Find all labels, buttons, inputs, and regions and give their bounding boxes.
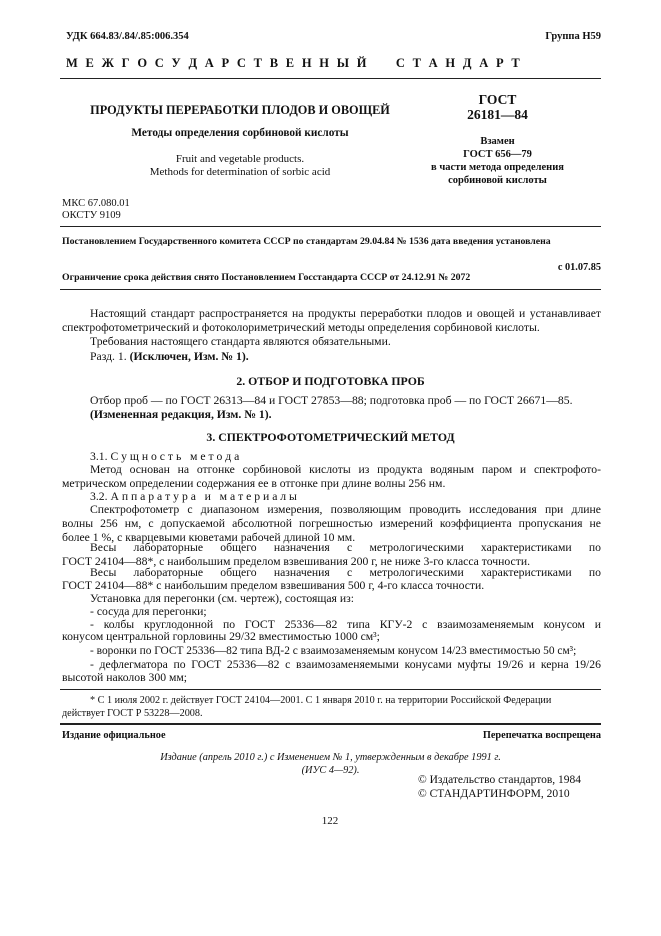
replace-line-2: ГОСТ 656—79 bbox=[463, 149, 532, 160]
p39-line-b: высотой наколов 300 мм; bbox=[62, 671, 188, 684]
intro-p2: Требования настоящего стандарта являются обязательными. bbox=[90, 335, 391, 348]
p37-line-a: - колбы круглодонной по ГОСТ 25336—82 типа КГУ-2 с взаимозаменяемым конусом и bbox=[90, 618, 601, 631]
p32-line-b: волны 256 нм, с допускаемой абсолютной погрешностью измерений коэффициента пропускания не bbox=[62, 517, 601, 530]
section-1-ref: Разд. 1. bbox=[90, 350, 127, 363]
udk-code: УДК 664.83/.84/.85:006.354 bbox=[66, 31, 189, 42]
group-code: Группа Н59 bbox=[545, 31, 601, 42]
section-2-heading: 2. ОТБОР И ПОДГОТОВКА ПРОБ bbox=[236, 374, 425, 388]
p34-line-a: Весы лабораторные общего назначения с метрологическими характеристиками по bbox=[90, 566, 601, 579]
header-divider bbox=[60, 78, 601, 79]
intro-p1a: Настоящий стандарт распространяется на продукты переработки плодов и овощей и устанавливает bbox=[90, 307, 601, 320]
subtitle-ru: Методы определения сорбиновой кислоты bbox=[131, 127, 349, 139]
decree-line-3: Ограничение срока действия снято Постановлением Госстандарта СССР от 24.12.91 № 2072 bbox=[62, 272, 471, 283]
p31-line-a: Метод основан на отгонке сорбиновой кислоты из продукта водяным паром и спектрофото- bbox=[90, 463, 601, 476]
subtitle-en: Methods for determination of sorbic acid bbox=[149, 166, 331, 178]
intro-p3 bbox=[90, 350, 249, 365]
edition-info-1: Издание (апрель 2010 г.) с Изменением № 1, утвержденным в декабре 1991 г. bbox=[160, 752, 501, 763]
p39-line-a: - дефлегматора по ГОСТ 25336—82 с взаимозаменяемыми конусами муфты 19/26 и керна 19/26 bbox=[90, 658, 601, 671]
edition-info-2: (ИУС 4—92). bbox=[301, 765, 360, 776]
replace-line-3: в части метода определения bbox=[431, 162, 564, 173]
replace-line-4: сорбиновой кислоты bbox=[448, 175, 547, 186]
title-ru: ПРОДУКТЫ ПЕРЕРАБОТКИ ПЛОДОВ И ОВОЩЕЙ bbox=[90, 103, 390, 117]
intro-p1b: спектрофотометрический и фотоколориметрический методы определения сорбиновой кислоты. bbox=[62, 321, 540, 334]
reprint-prohibited: Перепечатка воспрещена bbox=[482, 730, 601, 741]
footnote-line-2: действует ГОСТ Р 53228—2008. bbox=[62, 708, 203, 719]
footnote-divider bbox=[60, 689, 601, 690]
section-1-excluded: (Исключен, Изм. № 1). bbox=[129, 350, 249, 363]
replace-line-1: Взамен bbox=[480, 136, 515, 147]
decree-divider bbox=[60, 289, 601, 290]
p35: Установка для перегонки (см. чертеж), состоящая из: bbox=[90, 592, 354, 605]
official-edition: Издание официальное bbox=[62, 730, 166, 741]
subsection-3-2-title: 3.2. А п п а р а т у р а и м а т е р и а л ы bbox=[90, 490, 297, 503]
p32-line-a: Спектрофотометр с диапазоном измерения, позволяющим проводить исследования при длине bbox=[90, 503, 601, 516]
footnote-line-1: * С 1 июля 2002 г. действует ГОСТ 24104—2001. С 1 января 2010 г. на территории Российской Федерации bbox=[90, 695, 552, 706]
p31-line-b: метрическом определении содержания ее в отгонке при длине волны 256 нм. bbox=[62, 477, 446, 490]
p38: - воронки по ГОСТ 25336—82 типа ВД-2 с взаимозаменяемым конусом 14/23 вместимостью 50 см³; bbox=[90, 645, 577, 657]
section-3-heading: 3. СПЕКТРОФОТОМЕТРИЧЕСКИЙ МЕТОД bbox=[206, 430, 455, 444]
decree-date: с 01.07.85 bbox=[557, 262, 601, 273]
gost-number: 26181—84 bbox=[467, 107, 528, 122]
p36: - сосуда для перегонки; bbox=[90, 605, 207, 618]
p32-line-c: более 1 %, с кварцевыми кюветами рабочей длиной 10 мм. bbox=[62, 531, 356, 544]
gost-label: ГОСТ bbox=[478, 92, 517, 107]
codes-divider bbox=[60, 226, 601, 227]
copyright-2010: © СТАНДАРТИНФОРМ, 2010 bbox=[418, 788, 570, 800]
decree-line-1: Постановлением Государственного комитета СССР по стандартам 29.04.84 № 1536 дата введения установлена bbox=[62, 236, 551, 247]
p37-line-b: конусом центральной горловины 29/32 вместимостью 1000 см³; bbox=[62, 630, 380, 643]
p33-line-b: ГОСТ 24104—88*, с наибольшим пределом взвешивания 200 г, не ниже 3-го класса точности. bbox=[62, 555, 531, 568]
standard-banner: М Е Ж Г О С У Д А Р С Т В Е Н Н Ы Й С Т А Н Д А Р Т bbox=[66, 56, 522, 70]
p34-line-b: ГОСТ 24104—88* с наибольшим пределом взвешивания 500 г, 4-го класса точности. bbox=[62, 579, 485, 592]
mks-code: МКС 67.080.01 bbox=[62, 198, 130, 209]
page-number: 122 bbox=[321, 815, 339, 827]
footer-divider bbox=[60, 723, 601, 725]
section-2-line-1: Отбор проб — по ГОСТ 26313—84 и ГОСТ 27853—88; подготовка проб — по ГОСТ 26671—85. bbox=[90, 394, 573, 407]
copyright-1984: © Издательство стандартов, 1984 bbox=[418, 774, 582, 786]
p33-line-a: Весы лабораторные общего назначения с метрологическими характеристиками по bbox=[90, 541, 601, 554]
subsection-3-1-title: 3.1. С у щ н о с т ь м е т о д а bbox=[90, 450, 240, 463]
okstu-code: ОКСТУ 9109 bbox=[62, 210, 121, 221]
title-en: Fruit and vegetable products. bbox=[175, 153, 305, 165]
section-2-line-2: (Измененная редакция, Изм. № 1). bbox=[90, 408, 272, 421]
